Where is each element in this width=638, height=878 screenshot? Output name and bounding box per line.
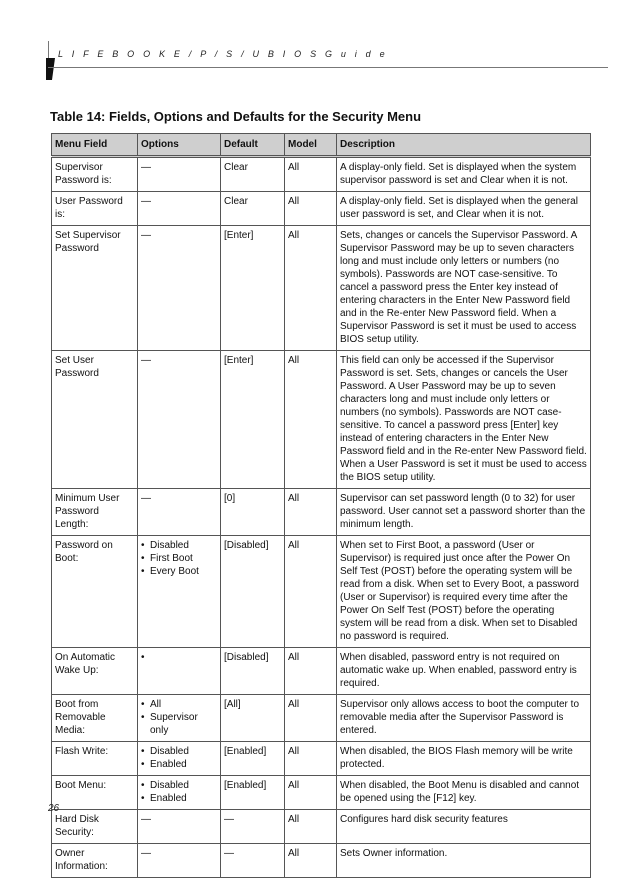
option-value: — (141, 493, 151, 504)
menu-field-cell: Boot from Removable Media: (52, 695, 138, 742)
default-cell: [Enabled] (221, 742, 285, 776)
table-title: Table 14: Fields, Options and Defaults for the Security Menu (50, 109, 422, 124)
menu-field-cell: On Automatic Wake Up: (52, 648, 138, 695)
description-cell: When disabled, password entry is not required on automatic wake up. When enabled, password entry is required. (337, 648, 591, 695)
menu-field-cell: Flash Write: (52, 742, 138, 776)
options-cell (138, 192, 221, 226)
description-cell: Supervisor only allows access to boot the computer to removable media after the Supervisor Password is entered. (337, 695, 591, 742)
default-cell: — (221, 844, 285, 878)
option-item: • Disabled (141, 779, 217, 792)
default-cell: [Enabled] (221, 776, 285, 810)
table-row (52, 192, 591, 226)
menu-field-cell: Hard Disk Security: (52, 810, 138, 844)
column-header-options: Options (138, 134, 221, 157)
page-number: 26 (48, 803, 60, 814)
default-cell: Clear (221, 157, 285, 192)
table-body (52, 157, 591, 878)
header-wedge-mark (46, 58, 55, 80)
security-menu-table-container (51, 133, 590, 878)
column-header-description: Description (337, 134, 591, 157)
options-cell (138, 536, 221, 648)
option-value: — (141, 196, 151, 207)
security-menu-table (51, 133, 591, 878)
table-row (52, 226, 591, 351)
default-cell: [Enter] (221, 226, 285, 351)
menu-field-cell: Owner Information: (52, 844, 138, 878)
options-cell (138, 226, 221, 351)
model-cell: All (285, 536, 337, 648)
default-cell: [All] (221, 695, 285, 742)
description-cell: This field can only be accessed if the Supervisor Password is set. Sets, changes or cancels the User Password. A User Password may be up to seven characters long and must include only letters or numbers (no symbols). Passwords are NOT case-sensitive. To cancel a password press [Enter] key instead of entering characters in the Enter New Password field and in the Re-enter New Password field. When a User Password is set it must be used to access the BIOS setup utility. (337, 351, 591, 489)
option-item: • Disabled (141, 539, 217, 552)
menu-field-cell: User Password is: (52, 192, 138, 226)
menu-field-cell: Password on Boot: (52, 536, 138, 648)
default-cell: [Disabled] (221, 648, 285, 695)
options-cell (138, 157, 221, 192)
option-value: — (141, 848, 151, 859)
model-cell: All (285, 192, 337, 226)
model-cell: All (285, 844, 337, 878)
default-cell: [Enter] (221, 351, 285, 489)
options-list (141, 779, 217, 805)
column-header-default: Default (221, 134, 285, 157)
table-row (52, 489, 591, 536)
description-cell: Sets Owner information. (337, 844, 591, 878)
option-item: • Disabled (141, 745, 217, 758)
table-row (52, 536, 591, 648)
option-value: — (141, 162, 151, 173)
options-cell (138, 844, 221, 878)
option-value: — (141, 814, 151, 825)
table-row (52, 810, 591, 844)
option-item: • Supervisor only (141, 711, 217, 737)
table-row (52, 695, 591, 742)
option-value: — (141, 355, 151, 366)
description-cell: Sets, changes or cancels the Supervisor Password. A Supervisor Password may be up to seven characters long and must include only letters or numbers (no symbols). Passwords are NOT case-sensitive. To cancel a password press the Enter key instead of entering characters in the Enter New Password field and in the Re-enter New Password field. When a Supervisor Password is set it must be used to access BIOS setup utility. (337, 226, 591, 351)
description-cell: When disabled, the Boot Menu is disabled and cannot be opened using the [F12] key. (337, 776, 591, 810)
default-cell: [Disabled] (221, 536, 285, 648)
header-rule (48, 67, 608, 68)
option-item: • All (141, 698, 217, 711)
option-item: • Every Boot (141, 565, 217, 578)
menu-field-cell: Set User Password (52, 351, 138, 489)
model-cell: All (285, 776, 337, 810)
default-cell: — (221, 810, 285, 844)
table-row (52, 648, 591, 695)
default-cell: Clear (221, 192, 285, 226)
description-cell: A display-only field. Set is displayed when the system supervisor password is set and Clear when it is not. (337, 157, 591, 192)
options-list (141, 539, 217, 578)
guide-title: L I F E B O O K E / P / S / U B I O S G u i d e (58, 49, 388, 59)
model-cell: All (285, 742, 337, 776)
table-row (52, 742, 591, 776)
option-item: • Enabled (141, 792, 217, 805)
description-cell: Configures hard disk security features (337, 810, 591, 844)
default-cell: [0] (221, 489, 285, 536)
options-cell (138, 776, 221, 810)
model-cell: All (285, 695, 337, 742)
table-row (52, 157, 591, 192)
options-cell (138, 648, 221, 695)
options-list (141, 745, 217, 771)
table-row (52, 776, 591, 810)
table-row (52, 351, 591, 489)
model-cell: All (285, 810, 337, 844)
menu-field-cell: Minimum User Password Length: (52, 489, 138, 536)
table-row (52, 844, 591, 878)
model-cell: All (285, 648, 337, 695)
model-cell: All (285, 226, 337, 351)
column-header-menu-field: Menu Field (52, 134, 138, 157)
description-cell: A display-only field. Set is displayed when the general user password is set, and Clear when it is not. (337, 192, 591, 226)
description-cell: When disabled, the BIOS Flash memory will be write protected. (337, 742, 591, 776)
option-item: • Enabled (141, 758, 217, 771)
options-cell (138, 742, 221, 776)
options-list (141, 698, 217, 737)
model-cell: All (285, 351, 337, 489)
menu-field-cell: Supervisor Password is: (52, 157, 138, 192)
model-cell: All (285, 489, 337, 536)
description-cell: When set to First Boot, a password (User or Supervisor) is required just once after the Power On Self Test (POST) before the operating system will be read from a disk. When set to Every Boot, a password (User or Supervisor) is required every time after the Power On Self Test (POST) before the operating system will be read from a disk. When set to Disabled no password is required. (337, 536, 591, 648)
options-cell (138, 810, 221, 844)
options-cell (138, 351, 221, 489)
table-header-row (52, 134, 591, 157)
option-value: — (141, 230, 151, 241)
options-cell (138, 489, 221, 536)
menu-field-cell: Set Supervisor Password (52, 226, 138, 351)
options-cell (138, 695, 221, 742)
model-cell: All (285, 157, 337, 192)
menu-field-cell: Boot Menu: (52, 776, 138, 810)
description-cell: Supervisor can set password length (0 to 32) for user password. User cannot set a password shorter than the minimum length. (337, 489, 591, 536)
column-header-model: Model (285, 134, 337, 157)
page-header (0, 0, 638, 90)
option-item: • First Boot (141, 552, 217, 565)
